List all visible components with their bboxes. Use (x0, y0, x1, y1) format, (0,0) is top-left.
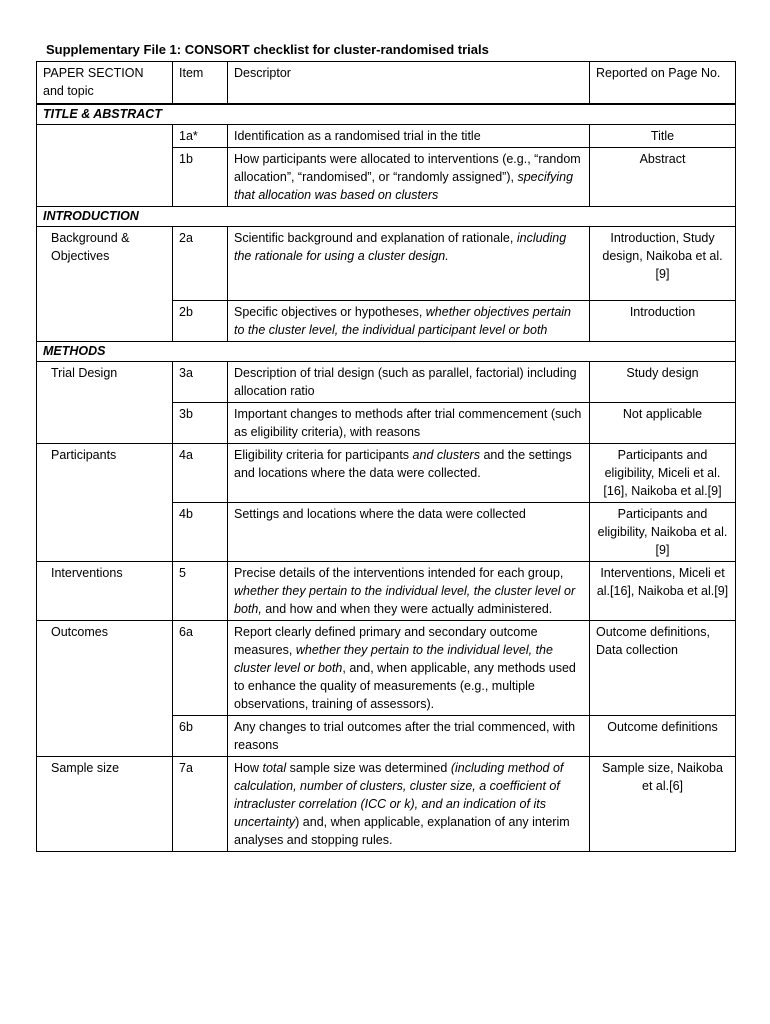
header-item: Item (173, 62, 228, 105)
item-cell: 4b (173, 503, 228, 562)
section-title-abstract: TITLE & ABSTRACT (37, 104, 736, 125)
table-row (37, 362, 736, 403)
section-row (37, 207, 736, 227)
page-cell: Outcome definitions (590, 716, 736, 757)
page-cell: Abstract (590, 148, 736, 207)
descriptor-italic-text: whether they pertain to the individual level, the cluster level or both, (234, 584, 576, 616)
section-introduction: INTRODUCTION (37, 207, 736, 227)
table-row (37, 227, 736, 301)
page-cell: Not applicable (590, 403, 736, 444)
item-cell: 6b (173, 716, 228, 757)
descriptor-text: How participants were allocated to interventions (e.g., “random allocation”, “randomised”, or “randomly assigned”), (234, 152, 581, 184)
header-page: Reported on Page No. (590, 62, 736, 105)
descriptor-italic-text: whether objectives pertain to the cluster level, the individual participant level or both (234, 305, 572, 337)
table-row (37, 301, 736, 342)
descriptor-text: sample size was determined (289, 761, 448, 775)
section-methods: METHODS (37, 342, 736, 362)
table-row (37, 444, 736, 503)
page-cell: Study design (590, 362, 736, 403)
descriptor-cell: Important changes to methods after trial commencement (such as eligibility criteria), with reasons (228, 403, 590, 444)
descriptor-text: Report clearly defined primary and secondary outcome measures, (234, 625, 538, 657)
descriptor-text: Specific objectives or hypotheses, (234, 305, 423, 319)
page-cell: Outcome definitions, Data collection (590, 621, 736, 716)
descriptor-text: Scientific background and explanation of rationale, (234, 231, 514, 245)
descriptor-italic-text: total (262, 761, 287, 775)
header-descriptor: Descriptor (228, 62, 590, 105)
descriptor-cell (228, 621, 590, 716)
page-cell: Participants and eligibility, Miceli et al.[16], Naikoba et al.[9] (590, 444, 736, 503)
table-row (37, 503, 736, 562)
topic-cell: Participants (37, 444, 173, 503)
page-cell: Introduction (590, 301, 736, 342)
descriptor-text: Eligibility criteria for participants (234, 448, 410, 462)
table-row (37, 562, 736, 621)
item-cell: 3a (173, 362, 228, 403)
item-cell: 6a (173, 621, 228, 716)
item-cell: 7a (173, 757, 228, 852)
topic-cell: Outcomes (37, 621, 173, 716)
item-cell: 2b (173, 301, 228, 342)
descriptor-cell (228, 301, 590, 342)
descriptor-italic-text: specifying that allocation was based on clusters (234, 170, 574, 202)
item-cell: 1b (173, 148, 228, 207)
descriptor-italic-text: including the rationale for using a cluster design. (234, 231, 567, 263)
descriptor-cell (228, 562, 590, 621)
descriptor-cell: Identification as a randomised trial in the title (228, 125, 590, 148)
descriptor-cell (228, 444, 590, 503)
page-cell: Introduction, Study design, Naikoba et al. [9] (590, 227, 736, 301)
topic-cell (37, 148, 173, 207)
document-title: Supplementary File 1: CONSORT checklist for cluster-randomised trials (46, 42, 489, 57)
topic-cell: Background & Objectives (37, 227, 173, 301)
topic-cell (37, 403, 173, 444)
topic-cell (37, 301, 173, 342)
descriptor-text: and the settings and locations where the data were collected. (234, 448, 572, 480)
descriptor-text: How (234, 761, 260, 775)
header-section: PAPER SECTION and topic (37, 62, 173, 105)
item-cell: 1a* (173, 125, 228, 148)
table-row (37, 621, 736, 716)
table-row (37, 403, 736, 444)
topic-cell (37, 716, 173, 757)
descriptor-italic-text: and clusters (412, 448, 480, 462)
table-header-row (37, 62, 736, 105)
descriptor-italic-text: whether they pertain to the individual level, the cluster level or both (234, 643, 553, 675)
descriptor-cell (228, 227, 590, 301)
topic-cell (37, 503, 173, 562)
descriptor-cell (228, 148, 590, 207)
section-row (37, 342, 736, 362)
table-row (37, 716, 736, 757)
page-cell: Participants and eligibility, Naikoba et al.[9] (590, 503, 736, 562)
item-cell: 4a (173, 444, 228, 503)
consort-checklist-table (36, 61, 736, 852)
item-cell: 5 (173, 562, 228, 621)
topic-cell: Interventions (37, 562, 173, 621)
descriptor-cell (228, 757, 590, 852)
descriptor-italic-text: (including method of calculation, number of clusters, cluster size, a coefficient of intracluster correlation (ICC or k), and an indication of its uncertainty (234, 761, 564, 829)
table-row (37, 148, 736, 207)
section-row (37, 104, 736, 125)
descriptor-text: Precise details of the interventions intended for each group, (234, 566, 564, 580)
topic-cell: Trial Design (37, 362, 173, 403)
item-cell: 2a (173, 227, 228, 301)
descriptor-text: and how and when they were actually administered. (265, 602, 553, 616)
item-cell: 3b (173, 403, 228, 444)
descriptor-cell: Description of trial design (such as parallel, factorial) including allocation ratio (228, 362, 590, 403)
page-cell: Interventions, Miceli et al.[16], Naikoba et al.[9] (590, 562, 736, 621)
descriptor-cell: Any changes to trial outcomes after the trial commenced, with reasons (228, 716, 590, 757)
topic-cell: Sample size (37, 757, 173, 852)
table-row (37, 757, 736, 852)
descriptor-text: , and, when applicable, any methods used to enhance the quality of measurements (e.g., multiple observations, training of assessors). (234, 661, 576, 711)
table-row (37, 125, 736, 148)
page-cell: Title (590, 125, 736, 148)
topic-cell (37, 125, 173, 148)
descriptor-text: ) and, when applicable, explanation of any interim analyses and stopping rules. (234, 815, 570, 847)
page-cell: Sample size, Naikoba et al.[6] (590, 757, 736, 852)
descriptor-cell: Settings and locations where the data were collected (228, 503, 590, 562)
